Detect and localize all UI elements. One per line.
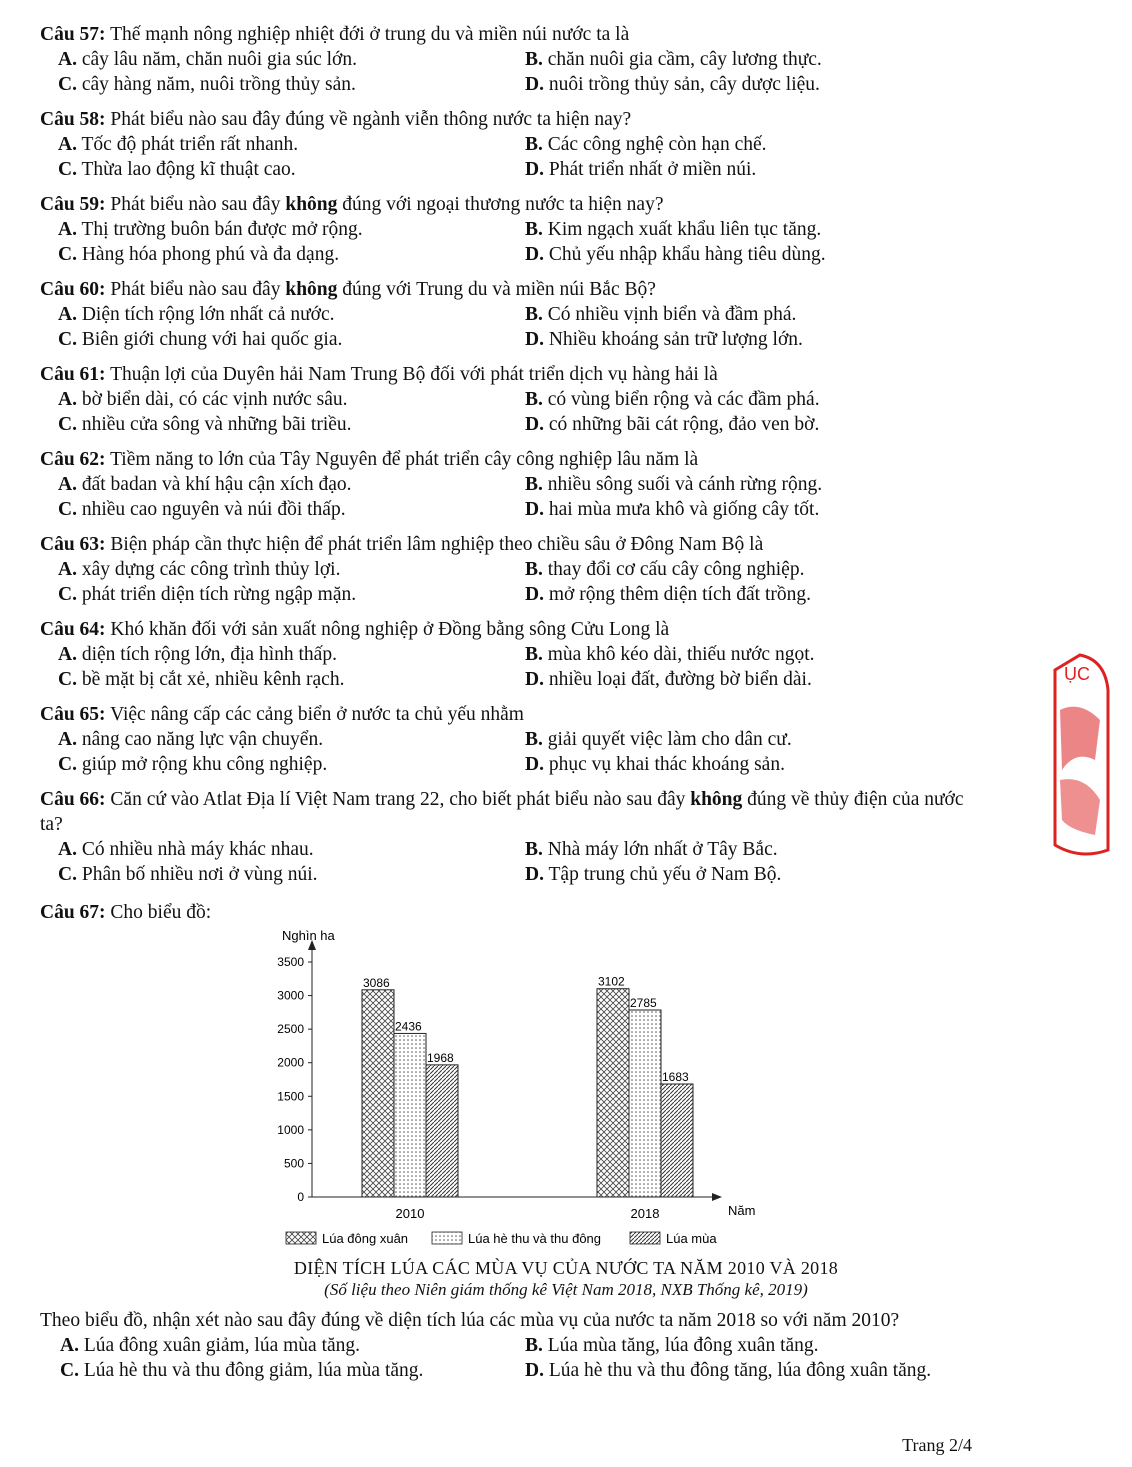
option-key: A.	[58, 304, 77, 325]
option-b[interactable]	[525, 642, 815, 667]
option-b[interactable]	[525, 132, 767, 157]
option-text: xây dựng các công trình thủy lợi.	[81, 559, 341, 580]
legend-label: Lúa đông xuân	[322, 1231, 409, 1246]
question-64	[40, 617, 1000, 692]
option-text: Thừa lao động kĩ thuật cao.	[81, 159, 296, 180]
option-key: D.	[525, 414, 544, 435]
option-key: A.	[58, 219, 77, 240]
option-a[interactable]	[58, 217, 363, 242]
option-c[interactable]	[58, 157, 296, 182]
option-text: nhiều cửa sông và những bãi triều.	[81, 414, 352, 435]
option-key: C.	[58, 864, 77, 885]
option-a[interactable]	[58, 472, 352, 497]
option-text: Nhiều khoáng sản trữ lượng lớn.	[548, 329, 803, 350]
question-label: Câu 57:	[40, 24, 106, 45]
question-stem	[40, 107, 1000, 132]
option-key: A.	[58, 474, 77, 495]
option-d[interactable]	[525, 1358, 931, 1383]
question-stem	[40, 192, 1000, 217]
option-text: Thị trường buôn bán được mở rộng.	[81, 219, 363, 240]
question-stem	[40, 787, 990, 837]
question-stem	[40, 22, 1000, 47]
question-options	[40, 132, 1000, 182]
question-stem	[40, 702, 1000, 727]
option-a[interactable]	[58, 642, 337, 667]
bar-value-label: 1968	[427, 1050, 454, 1065]
question-label: Câu 65:	[40, 704, 106, 725]
option-key: B.	[525, 304, 543, 325]
bar-value-label: 1683	[662, 1069, 689, 1084]
option-c[interactable]	[58, 862, 318, 887]
option-text: nhiều cao nguyên và núi đồi thấp.	[81, 499, 346, 520]
option-d[interactable]	[525, 667, 812, 692]
option-key: A.	[58, 49, 77, 70]
option-key: C.	[58, 499, 77, 520]
option-text: có những bãi cát rộng, đảo ven bờ.	[548, 414, 820, 435]
option-key: A.	[58, 559, 77, 580]
option-b[interactable]	[525, 557, 804, 582]
bar	[661, 1084, 693, 1197]
option-text: Lúa hè thu và thu đông giảm, lúa mùa tăng.	[83, 1360, 424, 1381]
option-key: A.	[60, 1335, 79, 1356]
option-text: Hàng hóa phong phú và đa dạng.	[81, 244, 340, 265]
option-key: D.	[525, 864, 544, 885]
option-text: nhiều loại đất, đường bờ biển dài.	[548, 669, 812, 690]
stamp-text: ỤC	[1064, 664, 1090, 684]
option-b[interactable]	[525, 302, 796, 327]
option-text: phát triển diện tích rừng ngập mặn.	[81, 584, 357, 605]
option-text: giúp mở rộng khu công nghiệp.	[81, 754, 328, 775]
y-tick-label: 2000	[277, 1055, 304, 1070]
option-d[interactable]	[525, 862, 781, 887]
bar-value-label: 3086	[363, 975, 390, 990]
option-a[interactable]	[60, 1333, 360, 1358]
option-text: Diện tích rộng lớn nhất cả nước.	[81, 304, 335, 325]
page-number: Trang 2/4	[902, 1435, 972, 1455]
y-tick-label: 3000	[277, 988, 304, 1003]
option-a[interactable]	[58, 557, 340, 582]
option-text: nâng cao năng lực vận chuyển.	[81, 729, 324, 750]
question-61	[40, 362, 1000, 437]
bar	[597, 989, 629, 1197]
option-c[interactable]	[58, 752, 327, 777]
question-60	[40, 277, 1000, 352]
question-stem: Cho biểu đồ:	[110, 902, 212, 923]
stamp-seal	[1050, 650, 1110, 860]
option-text: hai mùa mưa khô và giống cây tốt.	[548, 499, 820, 520]
option-key: D.	[525, 754, 544, 775]
option-text: bề mặt bị cắt xẻ, nhiều kênh rạch.	[81, 669, 345, 690]
option-c[interactable]	[58, 667, 344, 692]
option-key: B.	[525, 219, 543, 240]
option-a[interactable]	[58, 132, 298, 157]
option-c[interactable]	[58, 327, 342, 352]
option-key: C.	[58, 754, 77, 775]
option-a[interactable]	[58, 302, 335, 327]
stem-emphasis: không	[285, 194, 338, 215]
question-stem	[40, 617, 1000, 642]
question-label: Câu 62:	[40, 449, 106, 470]
option-key: D.	[525, 159, 544, 180]
option-b[interactable]	[525, 837, 778, 862]
option-c[interactable]	[58, 72, 356, 97]
option-c[interactable]	[58, 582, 356, 607]
y-tick-label: 1000	[277, 1122, 304, 1137]
option-text: Lúa mùa tăng, lúa đông xuân tăng.	[547, 1335, 819, 1356]
question-options	[40, 302, 1000, 352]
stem-emphasis: không	[690, 789, 743, 810]
bar	[394, 1033, 426, 1197]
x-axis-label: Năm	[728, 1203, 756, 1218]
option-d[interactable]	[525, 582, 811, 607]
question-options	[40, 47, 1000, 97]
option-key: D.	[525, 669, 544, 690]
stem-text: đúng về thủy điện của nước ta?	[40, 789, 964, 835]
y-tick-label: 2500	[277, 1022, 304, 1037]
option-key: D.	[525, 499, 544, 520]
option-text: cây hàng năm, nuôi trồng thủy sản.	[81, 74, 356, 95]
stem-text: Biện pháp cần thực hiện để phát triển lâm nghiệp theo chiều sâu ở Đông Nam Bộ là	[110, 534, 764, 555]
option-text: nuôi trồng thủy sản, cây dược liệu.	[548, 74, 820, 95]
option-c[interactable]	[58, 242, 339, 267]
option-a[interactable]	[58, 387, 348, 412]
option-d[interactable]	[525, 242, 826, 267]
legend-label: Lúa mùa	[666, 1231, 717, 1246]
option-key: C.	[60, 1360, 79, 1381]
stem-text: Phát biểu nào sau đây	[110, 279, 286, 300]
bar	[426, 1065, 458, 1197]
option-key: D.	[525, 584, 544, 605]
option-key: D.	[525, 74, 544, 95]
option-text: giải quyết việc làm cho dân cư.	[547, 729, 792, 750]
question-stem	[40, 447, 1000, 472]
question-options	[40, 837, 990, 887]
x-axis-arrow	[712, 1193, 722, 1201]
question-59	[40, 192, 1000, 267]
bar	[629, 1010, 661, 1197]
option-text: Có nhiều nhà máy khác nhau.	[81, 839, 314, 860]
bar-value-label: 2436	[395, 1019, 422, 1034]
option-b[interactable]	[525, 47, 822, 72]
option-text: Lúa hè thu và thu đông tăng, lúa đông xuân tăng.	[548, 1360, 932, 1381]
option-key: B.	[525, 644, 543, 665]
option-d[interactable]	[525, 752, 785, 777]
option-text: Các công nghệ còn hạn chế.	[547, 134, 767, 155]
option-key: D.	[525, 1360, 544, 1381]
bar	[362, 990, 394, 1197]
stem-text: Thuận lợi của Duyên hải Nam Trung Bộ đối với phát triển dịch vụ hàng hải là	[110, 364, 718, 385]
legend-swatch	[286, 1232, 316, 1244]
option-key: D.	[525, 244, 544, 265]
option-key: C.	[58, 414, 77, 435]
question-prompt: Theo biểu đồ, nhận xét nào sau đây đúng về diện tích lúa các mùa vụ của nước ta năm 2018 so với năm 2010?	[40, 1310, 900, 1331]
option-text: cây lâu năm, chăn nuôi gia súc lớn.	[81, 49, 357, 70]
option-b[interactable]	[525, 217, 821, 242]
option-text: Chủ yếu nhập khẩu hàng tiêu dùng.	[548, 244, 826, 265]
option-key: C.	[58, 159, 77, 180]
bar-chart	[250, 922, 790, 1252]
y-tick-label: 1500	[277, 1089, 304, 1104]
chart-source: (Số liệu theo Niên giám thống kê Việt Nam 2018, NXB Thống kê, 2019)	[324, 1280, 808, 1299]
y-tick-label: 0	[297, 1190, 304, 1204]
question-58	[40, 107, 1000, 182]
question-stem	[40, 362, 1000, 387]
question-options	[40, 472, 1000, 522]
option-key: B.	[525, 49, 543, 70]
option-d[interactable]	[525, 497, 819, 522]
stem-text: đúng với Trung du và miền núi Bắc Bộ?	[342, 279, 656, 300]
option-d[interactable]	[525, 412, 819, 437]
option-d[interactable]	[525, 327, 803, 352]
stem-emphasis: không	[285, 279, 338, 300]
bar-value-label: 2785	[630, 996, 657, 1011]
stem-text: Phát biểu nào sau đây đúng về ngành viễn thông nước ta hiện nay?	[110, 109, 632, 130]
question-66	[40, 787, 990, 887]
option-b[interactable]	[525, 1333, 819, 1358]
question-67-prompt	[40, 1308, 1040, 1383]
option-text: bờ biển dài, có các vịnh nước sâu.	[81, 389, 348, 410]
option-text: Lúa đông xuân giảm, lúa mùa tăng.	[83, 1335, 361, 1356]
question-57	[40, 22, 1000, 97]
question-options	[40, 387, 1000, 437]
option-text: thay đổi cơ cấu cây công nghiệp.	[547, 559, 805, 580]
y-tick-label: 500	[283, 1156, 304, 1171]
option-key: A.	[58, 389, 77, 410]
option-key: B.	[525, 559, 543, 580]
option-key: C.	[58, 329, 77, 350]
option-text: nhiều sông suối và cánh rừng rộng.	[547, 474, 823, 495]
option-a[interactable]	[58, 727, 323, 752]
stem-text: Việc nâng cấp các cảng biển ở nước ta chủ yếu nhằm	[110, 704, 524, 725]
option-text: Kim ngạch xuất khẩu liên tục tăng.	[547, 219, 822, 240]
option-b[interactable]	[525, 472, 822, 497]
option-text: diện tích rộng lớn, địa hình thấp.	[81, 644, 337, 665]
option-text: Có nhiều vịnh biển và đầm phá.	[547, 304, 797, 325]
option-a[interactable]	[58, 837, 314, 862]
option-key: B.	[525, 729, 543, 750]
chart-caption: DIỆN TÍCH LÚA CÁC MÙA VỤ CỦA NƯỚC TA NĂM 2010 VÀ 2018	[293, 1258, 839, 1278]
legend-label: Lúa hè thu và thu đông	[468, 1231, 602, 1246]
question-label: Câu 59:	[40, 194, 106, 215]
stem-text: đúng với ngoại thương nước ta hiện nay?	[342, 194, 664, 215]
question-62	[40, 447, 1000, 522]
option-text: Nhà máy lớn nhất ở Tây Bắc.	[547, 839, 778, 860]
question-label: Câu 66:	[40, 789, 106, 810]
option-text: mở rộng thêm diện tích đất trồng.	[548, 584, 811, 605]
option-key: A.	[58, 134, 77, 155]
question-label: Câu 61:	[40, 364, 106, 385]
legend-swatch	[630, 1232, 660, 1244]
option-key: B.	[525, 389, 543, 410]
question-options	[40, 727, 1000, 777]
question-options	[40, 1333, 1040, 1383]
option-key: A.	[58, 729, 77, 750]
question-65	[40, 702, 1000, 777]
chart-svg	[250, 922, 790, 1252]
option-key: A.	[58, 839, 77, 860]
option-c[interactable]	[60, 1358, 423, 1383]
x-tick-label: 2010	[395, 1206, 425, 1221]
question-label: Câu 60:	[40, 279, 106, 300]
stem-text: Phát biểu nào sau đây	[110, 194, 286, 215]
option-c[interactable]	[58, 497, 346, 522]
option-text: Tập trung chủ yếu ở Nam Bộ.	[548, 864, 782, 885]
legend-swatch	[432, 1232, 462, 1244]
stem-text: Thế mạnh nông nghiệp nhiệt đới ở trung du và miền núi nước ta là	[110, 24, 630, 45]
option-key: C.	[58, 244, 77, 265]
option-key: B.	[525, 474, 543, 495]
y-axis-label: Nghìn ha	[282, 928, 335, 943]
option-key: D.	[525, 329, 544, 350]
bar-value-label: 3102	[598, 974, 625, 989]
stem-text: Tiềm năng to lớn của Tây Nguyên để phát triển cây công nghiệp lâu năm là	[110, 449, 699, 470]
question-stem	[40, 532, 1000, 557]
question-label: Câu 58:	[40, 109, 106, 130]
question-label: Câu 63:	[40, 534, 106, 555]
option-text: đất badan và khí hậu cận xích đạo.	[81, 474, 352, 495]
option-text: Phân bố nhiều nơi ở vùng núi.	[81, 864, 318, 885]
question-options	[40, 642, 1000, 692]
option-text: có vùng biển rộng và các đầm phá.	[547, 389, 820, 410]
question-options	[40, 217, 1000, 267]
option-text: chăn nuôi gia cầm, cây lương thực.	[547, 49, 822, 70]
option-key: C.	[58, 74, 77, 95]
option-text: Tốc độ phát triển rất nhanh.	[81, 134, 299, 155]
option-text: mùa khô kéo dài, thiếu nước ngọt.	[547, 644, 815, 665]
option-a[interactable]	[58, 47, 357, 72]
option-d[interactable]	[525, 72, 820, 97]
option-d[interactable]	[525, 157, 756, 182]
option-text: Biên giới chung với hai quốc gia.	[81, 329, 343, 350]
question-63	[40, 532, 1000, 607]
question-label: Câu 67:	[40, 902, 106, 923]
question-options	[40, 557, 1000, 607]
stem-text: Căn cứ vào Atlat Địa lí Việt Nam trang 22, cho biết phát biểu nào sau đây	[110, 789, 691, 810]
option-key: B.	[525, 134, 543, 155]
option-c[interactable]	[58, 412, 352, 437]
x-tick-label: 2018	[630, 1206, 660, 1221]
option-key: B.	[525, 1335, 543, 1356]
option-b[interactable]	[525, 387, 820, 412]
stem-text: Khó khăn đối với sản xuất nông nghiệp ở Đồng bằng sông Cửu Long là	[110, 619, 670, 640]
option-text: Phát triển nhất ở miền núi.	[548, 159, 757, 180]
option-b[interactable]	[525, 727, 792, 752]
option-text: phục vụ khai thác khoáng sản.	[548, 754, 785, 775]
question-stem	[40, 277, 1000, 302]
option-key: C.	[58, 669, 77, 690]
option-key: C.	[58, 584, 77, 605]
question-label: Câu 64:	[40, 619, 106, 640]
option-key: A.	[58, 644, 77, 665]
y-tick-label: 3500	[277, 955, 304, 969]
option-key: B.	[525, 839, 543, 860]
